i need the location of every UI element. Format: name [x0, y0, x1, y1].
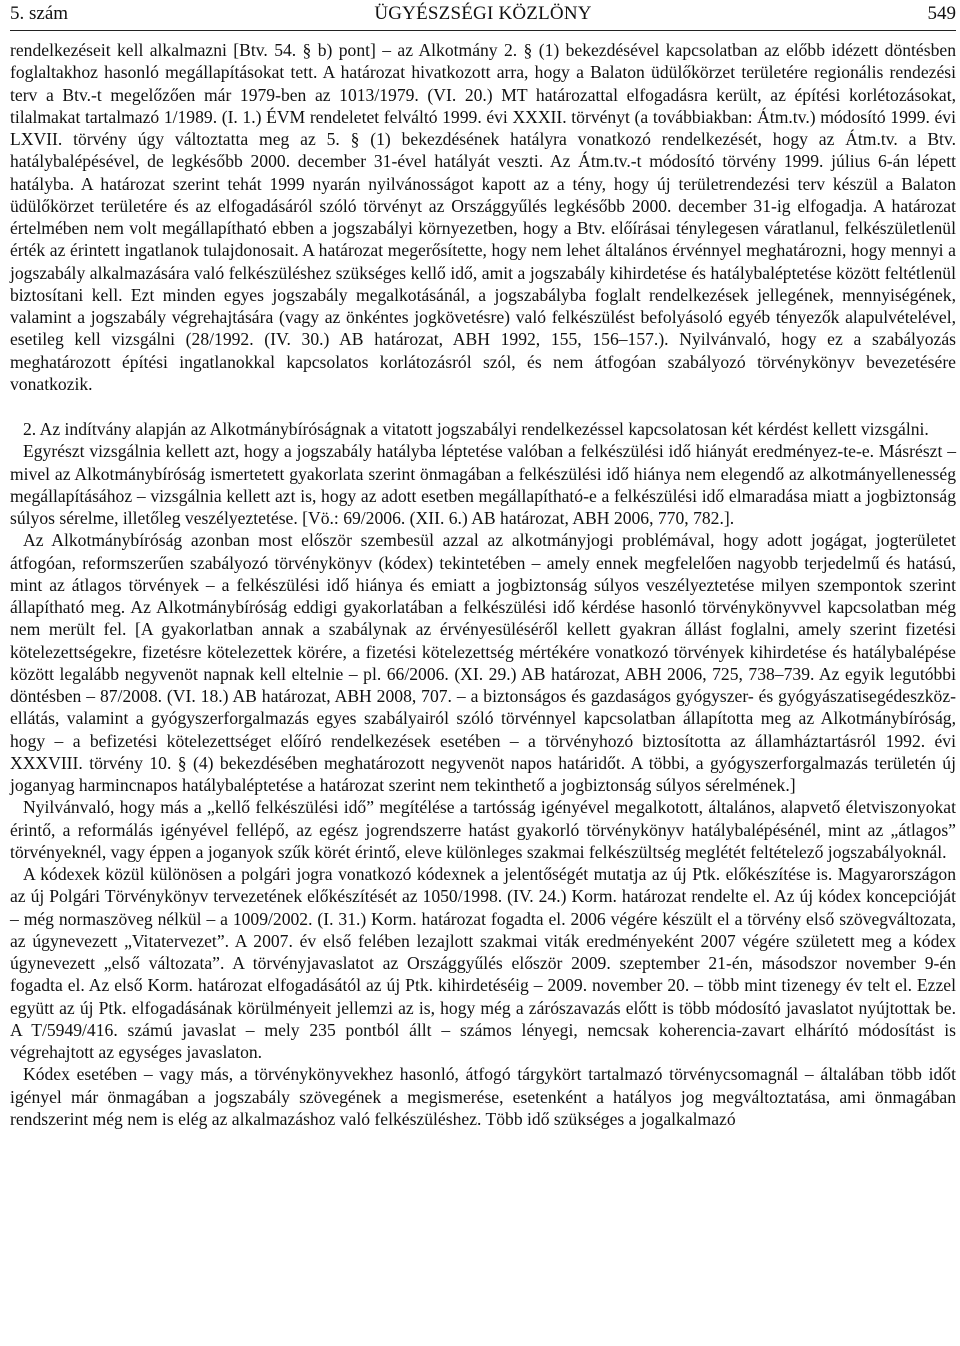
paragraph: rendelkezéseit kell alkalmazni [Btv. 54. § b) pont] – az Alkotmány 2. § (1) bekezdésével kapcsolatban az előbb idézett döntésben foglaltakhoz hasonló megállapításokat tett. A határozat hivatkozott arra, hogy a Balaton üdülőkörzet területére regionális rendezési terv a Btv.-t megelőzően már 1979-ben az 1013/1979. (VI. 20.) MT határozattal elfogadásra került, az építési korlétozásokat, tilalmakat tartalmazó 1/1989. (I. 1.) ÉVM rendeletet felváltó 1999. évi XXXII. törvényt (a továbbiakban: Átm.tv.) módosító 1999. évi LXVII. törvény úgy változtatta meg az 5. § (1) bekezdésének hatályra vonatkozó rendelkezését, hogy az Átm.tv. a Btv. hatálybalépésével, de legkésőbb 2000. december 31-ével hatályát veszti. Az Átm.tv.-t módosító törvény 1999. július 6-án lépett hatályba. A határozat szerint tehát 1999 nyarán nyilvánosságot kapott az a tény, hogy új területrendezési terv készül a Balaton üdülőkörzet területére és az elfogadásáról szóló törvényt az Országgyűlés legkésőbb 2000. december 31-ig elfogadja. A határozat értelmében nem volt megállapítható ebben a jogszabályi környezetben, hogy a Btv. előírásai ténylegesen váratlanul, felkészületlenül érték az érintett ingatlanok tulajdonosait. A határozat megerősítette, hogy nem lehet általános érvénnyel meghatározni, hogy mennyi a jogszabály alkalmazására való felkészüléshez szükséges kellő idő, amit a jogszabály kihirdetése és hatálybaléptetése között feltétlenül biztosítani kell. Ezt minden egyes jogszabály megalkotásánál, a jogszabályba foglalt rendelkezések jellegének, mennyiségének, valamint a jogszabály végrehajtására (vagy az önkéntes jogkövetésre) való felkészülést befolyásoló egyéb tényezők alapulvételével, esetileg kell vizsgálni (28/1992. (IV. 30.) AB határozat, ABH 1992, 155, 156–157.). Nyilvánvaló, hogy ez a szabályozás meghatározott építési ingatlanokkal kapcsolatos korlátozásról szól, és nem átfogóan szabályozó törvénykönyv bevezetésére vonatkozik. — [10, 40, 956, 394]
paragraph: Egyrészt vizsgálnia kellett azt, hogy a jogszabály hatályba léptetése valóban a felkészülési idő hiányát eredményez-te-e. Másrészt – mivel az Alkotmánybíróság ismertetett gyakorlata szerint önmagában a felkészülési idő hiánya nem elegendő az alkotmányellenesség megállapításához – vizsgálnia kellett azt is, hogy az adott esetben megállapítható-e a felkészülési idő elmaradása miatt a jogbiztonság súlyos sérelme, illetőleg veszélyeztetése. [Vö.: 69/2006. (XII. 6.) AB határozat, ABH 2006, 770, 782.]. — [10, 441, 956, 528]
page-header — [10, 0, 956, 30]
document-page — [10, 0, 956, 1130]
section-gap — [10, 395, 956, 418]
document-body — [10, 39, 956, 1130]
page-number: 549 — [927, 3, 956, 24]
journal-title: ÜGYÉSZSÉGI KÖZLÖNY — [374, 3, 592, 24]
header-rule — [10, 30, 956, 31]
paragraph: Nyilvánvaló, hogy más a „kellő felkészülési idő” megítélése a tartósság igényével megalkotott, általános, alapvető életviszonyokat érintő, a reformálás igényével fellépő, az egész jogrendszerre hatást gyakorló törvénykönyv hatálybalépésénél, mint az „átlagos” törvényeknél, vagy éppen a joganyok szűk körét érintő, eleve különleges szakmai felkészültség meglétét feltételező jogszabályoknál. — [10, 797, 956, 862]
paragraph: Kódex esetében – vagy más, a törvénykönyvekhez hasonló, átfogó tárgykört tartalmazó törvénycsomagnál – általában több időt igényel már önmagában a jogszabály szövegének a megismerése, esetenként a hatályos jog megváltoztatása, ami önmagában rendszerint még nem is elég az alkalmazáshoz való felkészüléshez. Több idő szükséges a jogalkalmazó — [10, 1064, 956, 1129]
paragraph: 2. Az indítvány alapján az Alkotmánybíróságnak a vitatott jogszabályi rendelkezéssel kapcsolatosan két kérdést kellett vizsgálni. — [23, 419, 929, 439]
paragraph: Az Alkotmánybíróság azonban most először szembesül azzal az alkotmányjogi problémával, hogy adott jogágat, jogterületet átfogóan, reformszerűen szabályozó törvénykönyv (kódex) tekintetében – amely ennek megfelelően nagyobb terjedelmű és hatású, mint az átlagos törvények – a felkészülési idő hiánya és emiatt a jogbiztonság súlyos veszélyeztetése milyen szempontok szerint állapítható meg. Az Alkotmánybíróság eddigi gyakorlatában a felkészülési idő kérdése hasonló törvénykönyvvel kapcsolatban még nem merült fel. [A gyakorlatban annak a szabálynak az érvényesüléséről kellett gyakran állást foglalni, amely szerint fizetési kötelezettségekre, fizetésre kötelezettek körére, a fizetési kötelezettség mértékére vonatkozó törvények kihirdetése és hatálybalépése között legalább negyvenöt napnak kell eltelnie – pl. 66/2006. (XI. 29.) AB határozat, ABH 2006, 725, 738–739. Az egyik legutóbbi döntésben – 87/2008. (VI. 18.) AB határozat, ABH 2008, 707. – a biztonságos és gazdaságos gyógyszer- és gyógyászatisegédeszköz-ellátás, valamint a gyógyszerforgalmazás egyes szabályairól szóló törvénnyel kapcsolatban állapította meg az Alkotmánybíróság, hogy – a befizetési kötelezettséget előíró rendelkezések esetében – a törvényhozó biztosította az államháztartásról 1992. évi XXXVIII. törvény 10. § (4) bekezdésében meghatározott negyvenöt napos határidőt. A többi, a gyógyszerforgalmazás területén új joganyag harmincnapos hatálybaléptetése a határozat szerint nem tekinthető a jogbiztonság súlyos sérelmének.] — [10, 530, 956, 795]
issue-number: 5. szám — [10, 3, 69, 24]
paragraph: A kódexek közül különösen a polgári jogra vonatkozó kódexnek a jelentőségét mutatja az új Ptk. előkészítése is. Magyarországon az új Polgári Törvénykönyv tervezetének előkészítését az 1050/1998. (IV. 24.) Korm. határozat rendelte el. Az új kódex koncepcióját – még normaszöveg nélkül – a 1009/2002. (I. 31.) Korm. határozat fogadta el. 2006 végére készült el a törvény első szövegváltozata, az úgynevezett „Vitatervezet”. A 2007. év első felében lezajlott szakmai viták eredményeként 2007 végére született meg a kódex úgynevezett „első változata”. A törvényjavaslatot az Országgyűlés először 2009. szeptember 21-én, másodszor november 9-én fogadta el. Az első Korm. határozat elfogadásától az új Ptk. kihirdetéséig – 2009. november 20. – több mint tizenegy év telt el. Ezzel együtt az új Ptk. elfogadásának körülményeit jellemzi az is, hogy még a zárószavazás előtt is több módosító javaslatot nyújtottak be. A T/5949/416. számú javaslat – mely 235 pontból állt – számos lényegi, nemcsak koherencia-zavart elhárító módosítást is végrehajtott az egységes javaslaton. — [10, 864, 956, 1062]
